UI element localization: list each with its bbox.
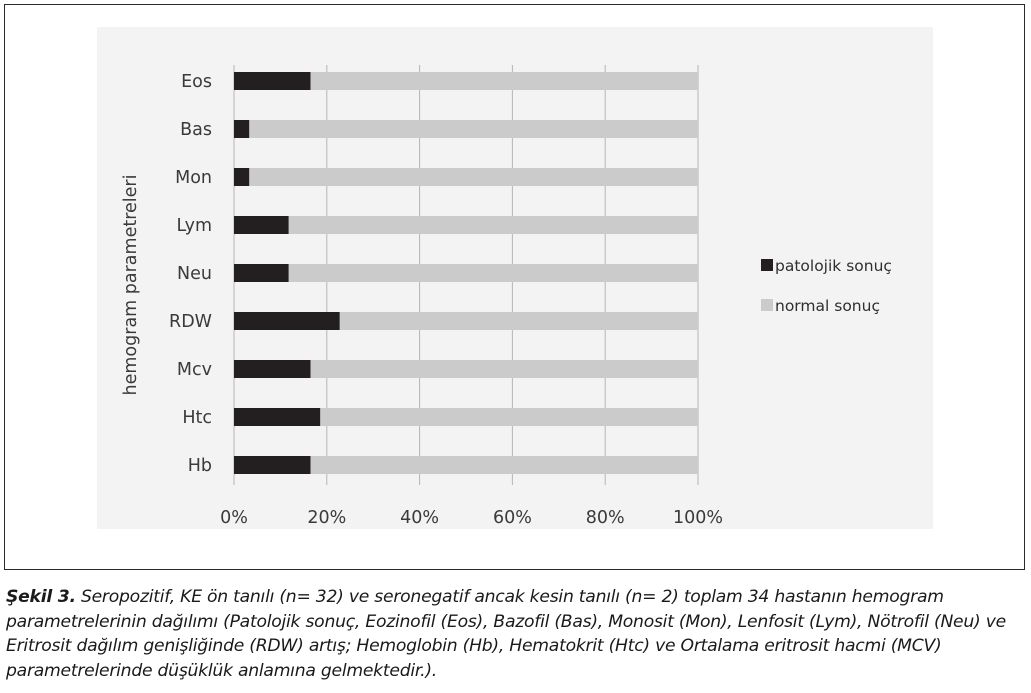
bar-patolojik [234,72,311,90]
legend-label: normal sonuç [775,297,880,315]
x-tick-label: 20% [307,508,347,528]
stacked-bar-chart [5,5,1026,571]
legend-label: patolojik sonuç [775,257,892,275]
y-tick-label: Lym [176,216,212,236]
caption-text: Seropozitif, KE ön tanılı (n= 32) ve seronegatif ancak kesin tanılı (n= 2) toplam 34 hastanın hemogram parametrelerinin dağılımı (Patolojik sonuç, Eozinofil (Eos), Bazofil (Bas), Monosit (Mon), Lenfosit (Lym), Nötrofil (Neu) ve Eritrosit dağılım genişliğinde (RDW) artış; Hemoglobin (Hb), Hematokrit (Htc) ve Ortalama eritrosit hacmi (MCV) parametrelerinde düşüklük anlamına gelmektedir.). [6,587,1006,681]
bar-normal [320,408,698,426]
bar-patolojik [234,312,340,330]
bar-normal [289,216,698,234]
bar-patolojik [234,456,311,474]
bar-patolojik [234,360,311,378]
bar-normal [289,264,698,282]
y-tick-label: Htc [182,408,212,428]
x-tick-label: 0% [220,508,248,528]
legend-swatch [761,299,773,311]
figure-caption [6,585,1024,683]
legend-swatch [761,259,773,271]
caption-label: Şekil 3. [6,587,76,607]
y-tick-label: Mon [175,168,212,188]
bar-patolojik [234,216,289,234]
bar-normal [249,168,698,186]
bar-patolojik [234,408,320,426]
bar-normal [311,72,698,90]
y-tick-label: Neu [177,264,212,284]
x-tick-label: 80% [585,508,625,528]
y-tick-label: Mcv [176,360,212,380]
y-tick-label: Hb [187,456,212,476]
y-tick-label: Bas [180,120,212,140]
bar-normal [340,312,698,330]
figure-frame [4,4,1025,570]
bar-normal [311,456,698,474]
x-tick-label: 40% [400,508,440,528]
y-tick-label: RDW [169,312,212,332]
x-tick-label: 60% [492,508,532,528]
bar-patolojik [234,264,289,282]
bar-patolojik [234,120,249,138]
bar-normal [249,120,698,138]
x-tick-label: 100% [672,508,724,528]
y-tick-label: Eos [181,72,212,92]
bar-patolojik [234,168,249,186]
y-axis-title: hemogram parametreleri [121,174,141,396]
bar-normal [311,360,698,378]
